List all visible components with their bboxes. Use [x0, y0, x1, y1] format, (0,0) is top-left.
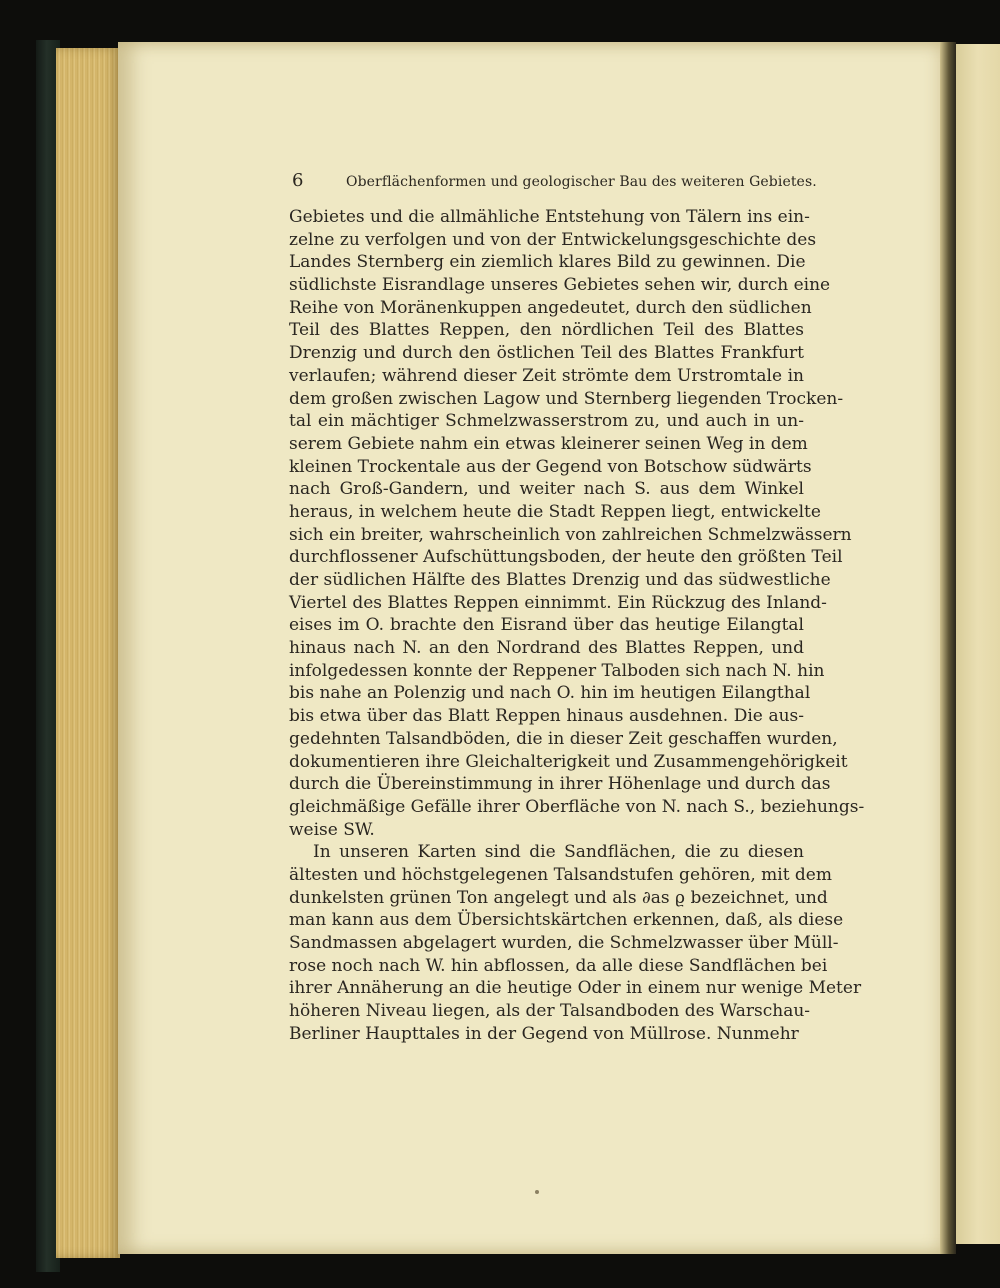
text-line: Viertel des Blattes Reppen einnimmt. Ein Rückzug des Inland- [289, 592, 827, 613]
text-line: ältesten und höchstgelegenen Talsandstufen gehören, mit dem [289, 864, 832, 885]
text-line: bis nahe an Polenzig und nach O. hin im heutigen Eilangthal [289, 683, 811, 704]
text-line: nach Groß-Gandern, und weiter nach S. aus dem Winkel [289, 479, 804, 500]
text-line: infolgedessen konnte der Reppener Talboden sich nach N. hin [289, 660, 825, 681]
text-line: Drenzig und durch den östlichen Teil des Blattes Frankfurt [289, 343, 804, 364]
body-text [289, 206, 865, 1045]
text-line: hinaus nach N. an den Nordrand des Blattes Reppen, und [289, 638, 804, 659]
text-line: Sandmassen abgelagert wurden, die Schmelzwasser über Müll- [289, 933, 839, 953]
text-line: sich ein breiter, wahrscheinlich von zahlreichen Schmelzwässern [289, 524, 852, 545]
running-title: Oberflächenformen und geologischer Bau des weiteren Gebietes. [346, 174, 817, 190]
text-line: heraus, in welchem heute die Stadt Reppen liegt, entwickelte [289, 501, 821, 522]
text-line: Teil des Blattes Reppen, den nördlichen Teil des Blattes [289, 320, 804, 341]
text-line: serem Gebiete nahm ein etwas kleinerer seinen Weg in dem [289, 433, 808, 454]
text-line: tal ein mächtiger Schmelzwasserstrom zu, und auch in un- [289, 411, 804, 432]
text-line: Gebietes und die allmähliche Entstehung von Tälern ins ein- [289, 207, 810, 227]
book-gutter [940, 42, 956, 1254]
paper-speck [535, 1190, 539, 1194]
text-line: dokumentieren ihre Gleichalterigkeit und Zusammengehörigkeit [289, 751, 848, 772]
text-line: Landes Sternberg ein ziemlich klares Bild zu gewinnen. Die [289, 252, 806, 273]
text-line: durch die Übereinstimmung in ihrer Höhenlage und durch das [289, 774, 831, 795]
text-line: weise SW. [289, 819, 375, 840]
text-line: der südlichen Hälfte des Blattes Drenzig und das südwestliche [289, 570, 831, 590]
text-line: bis etwa über das Blatt Reppen hinaus ausdehnen. Die aus- [289, 706, 804, 727]
facing-page-sliver [956, 44, 1000, 1244]
text-line: kleinen Trockentale aus der Gegend von Botschow südwärts [289, 456, 812, 477]
text-line: rose noch nach W. hin abflossen, da alle diese Sandflächen bei [289, 955, 828, 976]
text-line: In unseren Karten sind die Sandflächen, die zu diesen [313, 842, 804, 863]
text-line: verlaufen; während dieser Zeit strömte dem Urstromtale in [289, 365, 804, 386]
page-header [292, 170, 817, 196]
text-line: durchflossener Aufschüttungsboden, der heute den größten Teil [289, 547, 843, 568]
text-line: Reihe von Moränenkuppen angedeutet, durch den südlichen [289, 297, 812, 318]
text-line: eises im O. brachte den Eisrand über das heutige Eilangtal [289, 615, 804, 636]
stacked-page-edges [56, 48, 120, 1258]
text-line: dem großen zwischen Lagow und Sternberg liegenden Trocken- [289, 388, 844, 409]
text-line: gedehnten Talsandböden, die in dieser Zeit geschaffen wurden, [289, 728, 838, 749]
text-line: südlichste Eisrandlage unseres Gebietes sehen wir, durch eine [289, 275, 831, 296]
text-line: höheren Niveau liegen, als der Talsandboden des Warschau- [289, 1001, 811, 1022]
text-line: man kann aus dem Übersichtskärtchen erkennen, daß, als diese [289, 910, 844, 931]
text-line: gleichmäßige Gefälle ihrer Oberfläche von N. nach S., beziehungs- [289, 796, 865, 817]
page-number: 6 [292, 170, 304, 191]
text-line: Berliner Haupttales in der Gegend von Müllrose. Nunmehr [289, 1023, 799, 1044]
text-line: dunkelsten grünen Ton angelegt und als ∂as ϱ bezeichnet, und [289, 887, 828, 908]
text-line: ihrer Annäherung an die heutige Oder in einem nur wenige Meter [289, 978, 862, 999]
text-line: zelne zu verfolgen und von der Entwickelungsgeschichte des [289, 229, 817, 250]
